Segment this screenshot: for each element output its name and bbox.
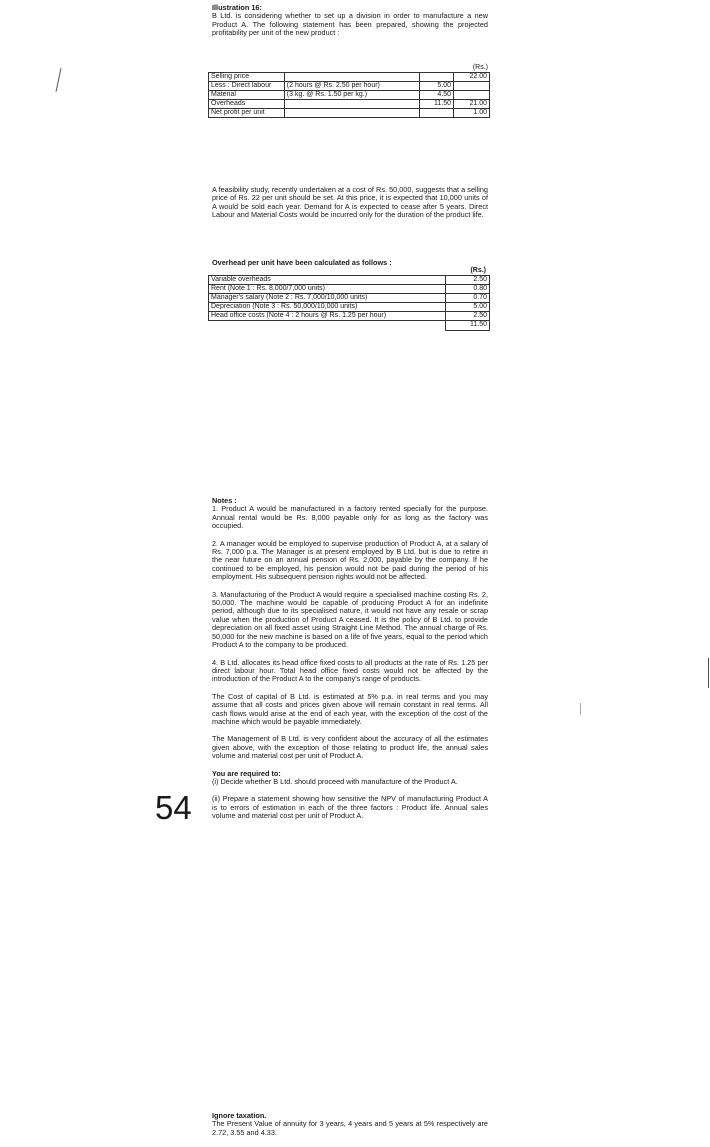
- note-1: 1. Product A would be manufactured in a factory rented specially for the purpose. Annual rental would be Rs. 8,000 payable only for as long as the factory was occupied.: [212, 504, 488, 531]
- footer-heading: Ignore taxation.: [212, 1111, 267, 1120]
- feasibility-section: [212, 186, 488, 220]
- overhead-table: [208, 275, 490, 331]
- required-i: (i) Decide whether B Ltd. should proceed with manufacture of the Product A.: [212, 776, 458, 786]
- overhead-unit: (Rs.): [470, 267, 486, 275]
- overhead-table-row: [209, 294, 490, 303]
- management-text: The Management of B Ltd. is very confident about the accuracy of all the estimates given above, with the exception of those relating to product life, the annual sales volume and material cost per unit of Product A.: [212, 734, 488, 761]
- profit-table-row: [209, 109, 490, 118]
- profit-row-label: Selling price: [209, 73, 285, 82]
- profit-table-block: [208, 64, 490, 118]
- illustration-header: [212, 4, 488, 38]
- note-4: 4. B Ltd. allocates its head office fixed costs to all products at the rate of Rs. 1.25 per direct labour hour. Total head office fixed costs would not be affected by the introduction of the Product A to the company's range of products.: [212, 657, 488, 684]
- overhead-section: [208, 259, 490, 331]
- profit-table-unit: (Rs.): [472, 64, 488, 71]
- overhead-row-value: 5.00: [446, 303, 490, 312]
- profit-row-value-1: 11.50: [420, 100, 454, 109]
- profit-row-detail: [284, 73, 419, 82]
- overhead-row-label: Variable overheads: [209, 276, 446, 285]
- overhead-table-row: [209, 276, 490, 285]
- footer-text: The Present Value of annuity for 3 years, 4 years and 5 years at 5% respectively are 2.72, 3.55 and 4.33.: [212, 1119, 488, 1137]
- overhead-row-label: Manager's salary (Note 2 : Rs. 7,000/10,000 units): [209, 294, 446, 303]
- overhead-total: 11.50: [446, 321, 490, 331]
- scan-mark-right: [708, 658, 709, 688]
- profit-row-label: Less : Direct labour: [209, 82, 285, 91]
- profit-row-value-2: [454, 82, 490, 91]
- profit-row-value-2: [454, 91, 490, 100]
- notes-section: [212, 497, 488, 821]
- profit-row-value-2: 21.00: [454, 100, 490, 109]
- profit-row-value-2: 22.00: [454, 73, 490, 82]
- overhead-row-label: Rent (Note 1 : Rs. 8,000/7,000 units): [209, 285, 446, 294]
- overhead-row-value: 0.70: [446, 294, 490, 303]
- profit-row-value-1: [420, 73, 454, 82]
- profit-row-value-1: 4.50: [420, 91, 454, 100]
- profit-table-row: [209, 82, 490, 91]
- scan-mark-left: [56, 68, 62, 92]
- profit-row-detail: (2 hours @ Rs. 2.50 per hour): [284, 82, 419, 91]
- profit-row-label: Net profit per unit: [209, 109, 285, 118]
- profit-table-row: [209, 73, 490, 82]
- notes-heading: Notes :: [212, 496, 237, 505]
- overhead-table-row: [209, 285, 490, 294]
- profit-table-row: [209, 100, 490, 109]
- overhead-row-value: 2.50: [446, 312, 490, 321]
- note-2: 2. A manager would be employed to supervise production of Product A, at a salary of Rs. 7,000 p.a. The Manager is at present employed by B Ltd. but is due to retire in the near future on an annual pension of Rs. 2,000, payable by the company. If he continued to be employed, his pension would not be paid during the period of his employment. His subsequent pension rights would not be affected.: [212, 538, 488, 582]
- overhead-table-row: [209, 312, 490, 321]
- illustration-title: Illustration 16:: [212, 3, 262, 12]
- required-ii: (ii) Prepare a statement showing how sensitive the NPV of manufacturing Product A is to errors of estimation in each of the three factors : Product life. Annual sales volume and material cost per unit of Product A.: [212, 794, 488, 821]
- overhead-table-row: [209, 303, 490, 312]
- overhead-heading: Overhead per unit have been calculated as follows :: [212, 258, 392, 267]
- footer-section: [212, 1112, 488, 1137]
- scan-mark-right-small: [580, 703, 581, 715]
- overhead-total-row: [209, 321, 490, 331]
- overhead-row-value: 2.50: [446, 276, 490, 285]
- overhead-row-label: Depreciation (Note 3 : Rs. 50,000/10,000 units): [209, 303, 446, 312]
- profit-row-value-2: 1.00: [454, 109, 490, 118]
- note-3: 3. Manufacturing of the Product A would require a specialised machine costing Rs. 2, 50,000. The machine would be capable of producing Product A for an indefinite period, although due to its specialised nature, it would not have any resale or scrap value when the production of Product A ceased. It is the policy of B Ltd. to provide depreciation on all fixed asset using Straight Line Method. The annual charge of Rs. 50,000 for the new machine is based on a life of five years, equal to the period which Product A to the company to be produced.: [212, 589, 488, 650]
- overhead-row-label: Head office costs (Note 4 : 2 hours @ Rs. 1.25 per hour): [209, 312, 446, 321]
- profit-row-detail: (3 kg. @ Rs. 1.50 per kg.): [284, 91, 419, 100]
- profit-row-value-1: [420, 109, 454, 118]
- required-heading: You are required to:: [212, 768, 281, 778]
- profit-row-detail: [284, 100, 419, 109]
- profit-table: [208, 72, 490, 118]
- capital-text: The Cost of capital of B Ltd. is estimated at 5% p.a. in real terms and you may assume that all costs and prices given above will remain constant in real terms. All cash flows would arise at the end of each year, with the exception of the cost of the machine which would be payable immediately.: [212, 691, 488, 726]
- page-number: 54: [155, 789, 192, 826]
- intro-text: B Ltd. is considering whether to set up a division in order to manufacture a new Product A. The following statement has been prepared, showing the projected profitability per unit of the new product :: [212, 11, 488, 38]
- profit-row-value-1: 5.00: [420, 82, 454, 91]
- profit-row-detail: [284, 109, 419, 118]
- feasibility-text: A feasibility study, recently undertaken at a cost of Rs. 50,000, suggests that a selling price of Rs. 22 per unit should be set. At this price, it is expected that 10,000 units of A would be sold each year. Demand for A is expected to cease after 5 years. Direct Labour and Material Costs would be incurred only for the duration of the product life.: [212, 185, 488, 220]
- overhead-row-value: 0.80: [446, 285, 490, 294]
- profit-table-row: [209, 91, 490, 100]
- profit-row-label: Material: [209, 91, 285, 100]
- profit-row-label: Overheads: [209, 100, 285, 109]
